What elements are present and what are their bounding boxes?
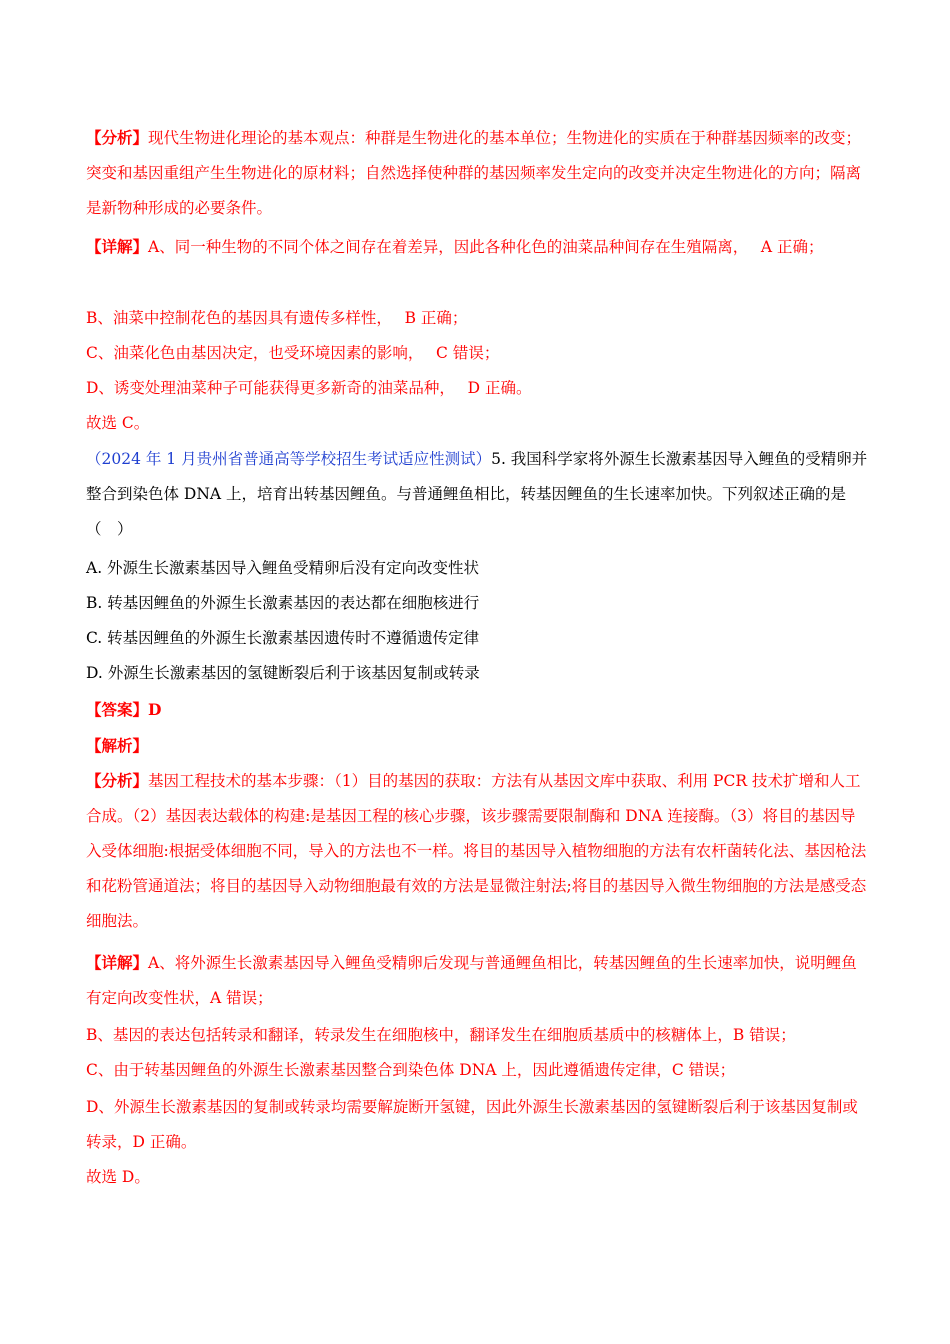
q4-detail-c: C、油菜化色由基因决定，也受环境因素的影响， C 错误； [86,344,500,362]
q5-detail-b: B、基因的表达包括转录和翻译，转录发生在细胞核中，翻译发生在细胞质基质中的核糖体上，B 错误； [86,1026,796,1044]
q4-detail-a [86,229,870,265]
q5-explain-heading: 【解析】 [86,736,149,755]
q4-detail-b: B、油菜中控制花色的基因具有遗传多样性， B 正确； [86,309,468,327]
q4-conclusion: 故选 C。 [86,414,150,432]
q5-detail-a [86,945,870,1016]
q4-analysis [86,120,870,226]
q5-option-b: B. 转基因鲤鱼的外源生长激素基因的表达都在细胞核进行 [86,594,480,612]
analysis-tag: 【分析】 [86,771,149,790]
answer-value: D [148,700,162,719]
detail-text: A、同一种生物的不同个体之间存在着差异，因此各种化色的油菜品种间存在生殖隔离， A 正确； [148,238,824,256]
detail-text: A、将外源生长激素基因导入鲤鱼受精卵后发现与普通鲤鱼相比，转基因鲤鱼的生长速率加快，说明鲤鱼有定向改变性状，A 错误； [86,954,857,1007]
q5-conclusion: 故选 D。 [86,1168,150,1186]
q5-detail-d: D、外源生长激素基因的复制或转录均需要解旋断开氢键，因此外源生长激素基因的氢键断裂后利于该基因复制或转录，D 正确。 [86,1098,858,1151]
detail-tag: 【详解】 [86,237,149,256]
answer-tag: 【答案】 [86,700,149,719]
analysis-text: 基因工程技术的基本步骤：（1）目的基因的获取：方法有从基因文库中获取、利用 PCR 技术扩增和人工合成。（2）基因表达载体的构建:是基因工程的核心步骤，该步骤需要限制酶和 DNA 连接酶。（3）将目的基因导入受体细胞:根据受体细胞不同，导入的方法也不一样。将目的基因导入植物细胞的方法有农杆菌转化法、基因枪法和花粉管通道法；将目的基因导入动物细胞最有效的方法是显微注射法;将目的基因导入微生物细胞的方法是感受态细胞法。 [86,772,867,930]
q5-answer [86,692,870,728]
q5-analysis [86,763,870,939]
q5-option-d: D. 外源生长激素基因的氢键断裂后利于该基因复制或转录 [86,664,480,682]
q5-stem [86,442,870,547]
detail-tag: 【详解】 [86,953,149,972]
question-source: （2024 年 1 月贵州省普通高等学校招生考试适应性测试） [86,450,492,468]
q5-option-c: C. 转基因鲤鱼的外源生长激素基因遗传时不遵循遗传定律 [86,629,480,647]
q4-detail-d: D、诱变处理油菜种子可能获得更多新奇的油菜品种， D 正确。 [86,379,532,397]
q5-option-a: A. 外源生长激素基因导入鲤鱼受精卵后没有定向改变性状 [86,559,480,577]
q5-detail-c: C、由于转基因鲤鱼的外源生长激素基因整合到染色体 DNA 上，因此遵循遗传定律，C 错误； [86,1061,736,1079]
analysis-text: 现代生物进化理论的基本观点：种群是生物进化的基本单位；生物进化的实质在于种群基因频率的改变；突变和基因重组产生生物进化的原材料；自然选择使种群的基因频率发生定向的改变并决定生物进化的方向；隔离是新物种形成的必要条件。 [86,129,862,217]
question-text: 5. 我国科学家将外源生长激素基因导入鲤鱼的受精卵并整合到染色体 DNA 上，培育出转基因鲤鱼。与普通鲤鱼相比，转基因鲤鱼的生长速率加快。下列叙述正确的是（ ） [86,450,868,538]
analysis-tag: 【分析】 [86,128,149,147]
